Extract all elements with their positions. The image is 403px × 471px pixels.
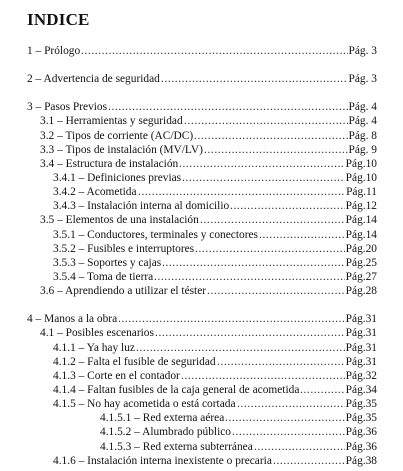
toc-entry-text	[53, 186, 138, 198]
toc-entry-dash: –	[54, 157, 66, 170]
dot-leader	[230, 199, 345, 213]
toc-entry-label: Tipos de instalación (MV/LV)	[65, 143, 203, 156]
toc-entry-number: 3.4	[40, 157, 55, 170]
dot-leader	[179, 157, 345, 171]
toc-entry-dash: –	[131, 440, 143, 453]
toc-entry-number: 4.1.5.1	[100, 412, 132, 425]
toc-entry-label: Aprendiendo a utilizar el téster	[65, 285, 207, 298]
toc-entry-page: Pág.32	[345, 369, 377, 382]
toc-entry-text	[53, 257, 162, 269]
toc-entry-label: Elementos de una instalación	[65, 214, 199, 227]
toc-entry[interactable]	[27, 100, 377, 114]
toc-entry-text	[53, 398, 237, 410]
toc-entry-label: Faltan fusibles de la caja general de acometida	[87, 383, 300, 396]
toc-entry-page: Pág.10	[345, 171, 377, 184]
toc-entry-page: Pág.28	[345, 285, 377, 298]
toc-entry-dash: –	[75, 270, 87, 283]
toc-entry-label: Pasos Previos	[44, 101, 108, 114]
toc-entry-number: 3.5.1	[53, 228, 76, 241]
toc-entry-page: Pág.31	[345, 327, 377, 340]
toc-entry-dash: –	[75, 228, 88, 241]
toc-entry-label: Tipos de corriente (AC/DC)	[65, 129, 194, 142]
toc-entry-dash: –	[75, 369, 88, 382]
table-of-contents	[27, 44, 377, 468]
dot-leader	[259, 228, 345, 242]
toc-entry[interactable]	[27, 114, 377, 128]
toc-entry[interactable]	[27, 355, 377, 369]
toc-entry-label: Advertencia de seguridad	[43, 73, 160, 86]
toc-entry-number: 4.1.4	[53, 383, 76, 396]
toc-entry-number: 4.1.5.3	[100, 440, 132, 453]
dot-leader	[300, 383, 345, 397]
toc-entry[interactable]	[27, 171, 377, 185]
toc-entry-page: Pág.31	[345, 313, 377, 326]
dot-leader	[217, 355, 345, 369]
toc-entry-text	[53, 172, 182, 184]
toc-entry-number: 4.1.6	[53, 454, 76, 467]
dot-leader	[108, 100, 348, 114]
dot-leader	[200, 213, 345, 227]
toc-entry-dash: –	[75, 242, 88, 255]
toc-entry-label: Manos a la obra	[44, 313, 118, 326]
dot-leader	[184, 114, 348, 128]
toc-entry-label: No hay acometida o está cortada	[87, 398, 236, 411]
toc-entry-text	[53, 200, 230, 212]
toc-entry-page: Pág. 4	[348, 101, 377, 114]
toc-entry-dash: –	[32, 45, 45, 57]
dot-leader	[237, 397, 345, 411]
toc-entry-page: Pág.36	[345, 426, 377, 439]
toc-entry-page: Pág.34	[345, 383, 377, 396]
toc-entry-text	[53, 455, 273, 467]
toc-entry-number: 4	[27, 313, 33, 326]
toc-entry-page: Pág.36	[345, 440, 377, 453]
toc-entry-text	[100, 412, 225, 424]
toc-entry-dash: –	[32, 101, 45, 114]
toc-entry[interactable]	[27, 454, 377, 468]
dot-leader	[207, 284, 345, 298]
toc-entry-text	[53, 229, 259, 241]
toc-entry[interactable]	[27, 284, 377, 298]
toc-entry[interactable]	[27, 383, 377, 397]
dot-leader	[161, 72, 348, 86]
toc-entry-text	[40, 327, 155, 339]
toc-entry-dash: –	[131, 412, 143, 425]
toc-entry-dash: –	[54, 115, 66, 128]
toc-entry-dash: –	[75, 256, 88, 269]
toc-entry-text	[27, 73, 161, 85]
toc-entry-page: Pág. 4	[348, 115, 377, 128]
dot-leader	[232, 425, 345, 439]
toc-entry-dash: –	[32, 73, 44, 86]
toc-entry-text	[27, 101, 108, 113]
toc-entry-page: Pág.11	[346, 186, 377, 199]
toc-entry-text	[100, 441, 254, 453]
section-gap	[27, 58, 377, 72]
toc-entry-page: Pág.31	[345, 355, 377, 368]
toc-entry-page: Pág.35	[345, 412, 377, 425]
dot-leader	[204, 143, 348, 157]
toc-entry-page: Pág.20	[345, 242, 377, 255]
toc-entry[interactable]	[27, 369, 377, 383]
dot-leader	[118, 312, 345, 326]
toc-entry-number: 3.5.4	[53, 270, 76, 283]
toc-entry[interactable]	[27, 411, 377, 425]
toc-entry-number: 3.4.1	[53, 171, 76, 184]
toc-entry-dash: –	[32, 313, 45, 326]
toc-entry-dash: –	[54, 214, 66, 227]
toc-entry-number: 4.1.1	[53, 341, 76, 354]
toc-entry-label: Toma de tierra	[86, 270, 154, 283]
toc-entry[interactable]	[27, 199, 377, 213]
toc-entry-text	[40, 285, 207, 297]
toc-entry-number: 3.4.2	[53, 186, 76, 199]
toc-entry-dash: –	[54, 129, 66, 142]
toc-entry-label: Instalación interna al domicilio	[87, 200, 230, 213]
toc-entry-label: Instalación interna inexistente o precaria	[87, 454, 272, 467]
toc-entry-page: Pág. 8	[348, 129, 377, 142]
toc-entry-text	[53, 243, 195, 255]
toc-entry-dash: –	[75, 454, 88, 467]
toc-entry-text	[40, 214, 200, 226]
toc-entry-dash: –	[75, 341, 87, 354]
toc-entry[interactable]	[27, 129, 377, 143]
toc-entry-text	[100, 426, 232, 438]
toc-entry[interactable]	[27, 397, 377, 411]
toc-entry-page: Pág.35	[345, 398, 377, 411]
toc-entry-label: Soportes y cajas	[87, 256, 162, 269]
toc-entry-number: 4.1.5.2	[100, 426, 132, 439]
section-gap	[27, 298, 377, 312]
toc-entry-page: Pág.14	[345, 228, 377, 241]
toc-entry-label: Conductores, terminales y conectores	[87, 228, 258, 241]
toc-entry-page: Pág. 3	[348, 45, 377, 57]
toc-entry-label: Posibles escenarios	[65, 327, 154, 340]
toc-entry-text	[53, 342, 136, 354]
toc-entry-number: 3.2	[40, 129, 55, 142]
toc-entry-label: Red externa subterránea	[142, 440, 253, 453]
toc-entry-text	[40, 158, 179, 170]
dot-leader	[155, 326, 345, 340]
toc-entry-label: Definiciones previas	[87, 171, 182, 184]
toc-entry-page: Pág. 9	[348, 143, 377, 156]
toc-entry-label: Herramientas y seguridad	[65, 115, 183, 128]
toc-entry-number: 3.6	[40, 285, 55, 298]
toc-entry-text	[53, 370, 181, 382]
toc-entry[interactable]	[27, 326, 377, 340]
dot-leader	[181, 369, 345, 383]
toc-entry-text	[40, 144, 204, 156]
toc-entry-label: Corte en el contador	[87, 369, 180, 382]
toc-entry-page: Pág.25	[345, 256, 377, 269]
toc-entry-number: 3.3	[40, 143, 55, 156]
dot-leader	[254, 440, 345, 454]
toc-entry[interactable]	[27, 213, 377, 227]
dot-leader	[273, 454, 345, 468]
toc-entry-text	[53, 271, 154, 283]
dot-leader	[136, 341, 345, 355]
toc-entry-dash: –	[75, 398, 88, 411]
toc-entry[interactable]	[27, 143, 377, 157]
toc-entry-dash: –	[54, 327, 66, 340]
toc-entry-page: Pág.27	[345, 270, 377, 283]
toc-entry[interactable]	[27, 425, 377, 439]
section-gap	[27, 86, 377, 100]
toc-entry-number: 4.1.2	[53, 355, 76, 368]
toc-entry-label: Ya hay luz	[86, 341, 135, 354]
toc-entry-number: 3.5	[40, 214, 55, 227]
toc-entry-page: Pág.38	[345, 454, 377, 467]
toc-entry-label: Prólogo	[44, 45, 81, 57]
toc-entry-label: Estructura de instalación	[65, 157, 179, 170]
toc-entry-number: 1	[27, 45, 33, 57]
toc-entry-number: 3.4.3	[53, 200, 76, 213]
dot-leader	[81, 44, 348, 58]
toc-entry-number: 3.1	[40, 115, 55, 128]
toc-entry-number: 3.5.2	[53, 242, 76, 255]
toc-entry[interactable]	[27, 228, 377, 242]
toc-entry-dash: –	[54, 285, 66, 298]
toc-entry-dash: –	[75, 383, 88, 396]
toc-entry-dash: –	[75, 200, 88, 213]
toc-entry-dash: –	[54, 143, 66, 156]
dot-leader	[182, 171, 345, 185]
toc-entry-text	[53, 356, 217, 368]
dot-leader	[195, 242, 345, 256]
toc-entry-text	[27, 45, 81, 57]
toc-entry-number: 4.1.3	[53, 369, 76, 382]
toc-entry[interactable]	[27, 242, 377, 256]
toc-entry[interactable]	[27, 270, 377, 284]
toc-entry[interactable]	[27, 256, 377, 270]
toc-entry[interactable]	[27, 44, 377, 58]
toc-entry-dash: –	[75, 355, 88, 368]
toc-entry-label: Acometida	[86, 186, 137, 199]
toc-entry-number: 4.1	[40, 327, 55, 340]
toc-entry-page: Pág.14	[345, 214, 377, 227]
dot-leader	[194, 129, 348, 143]
toc-entry-label: Fusibles e interruptores	[87, 242, 195, 255]
toc-entry-page: Pág.12	[345, 200, 377, 213]
toc-entry-label: Falta el fusible de seguridad	[87, 355, 216, 368]
toc-entry-text	[53, 384, 300, 396]
toc-entry-number: 3	[27, 101, 33, 114]
toc-entry[interactable]	[27, 157, 377, 171]
toc-entry[interactable]	[27, 185, 377, 199]
toc-entry-text	[40, 130, 194, 142]
dot-leader	[138, 185, 345, 199]
toc-entry-dash: –	[131, 426, 143, 439]
page-title: INDICE	[27, 10, 90, 29]
toc-entry-label: Red externa aérea	[142, 412, 225, 425]
dot-leader	[225, 411, 345, 425]
toc-entry-number: 3.5.3	[53, 256, 76, 269]
toc-entry-label: Alumbrado público	[142, 426, 231, 439]
dot-leader	[154, 270, 345, 284]
toc-entry[interactable]	[27, 440, 377, 454]
toc-entry-number: 4.1.5	[53, 398, 76, 411]
toc-entry[interactable]	[27, 312, 377, 326]
toc-entry-page: Pág.10	[345, 157, 377, 170]
toc-entry-dash: –	[75, 171, 88, 184]
toc-entry-text	[27, 313, 118, 325]
toc-entry[interactable]	[27, 72, 377, 86]
toc-entry-number: 2	[27, 73, 33, 86]
dot-leader	[162, 256, 345, 270]
toc-entry-text	[40, 115, 184, 127]
toc-entry-page: Pág. 3	[348, 73, 377, 86]
toc-entry[interactable]	[27, 341, 377, 355]
toc-entry-dash: –	[75, 186, 87, 199]
toc-entry-page: Pág.31	[345, 341, 377, 354]
